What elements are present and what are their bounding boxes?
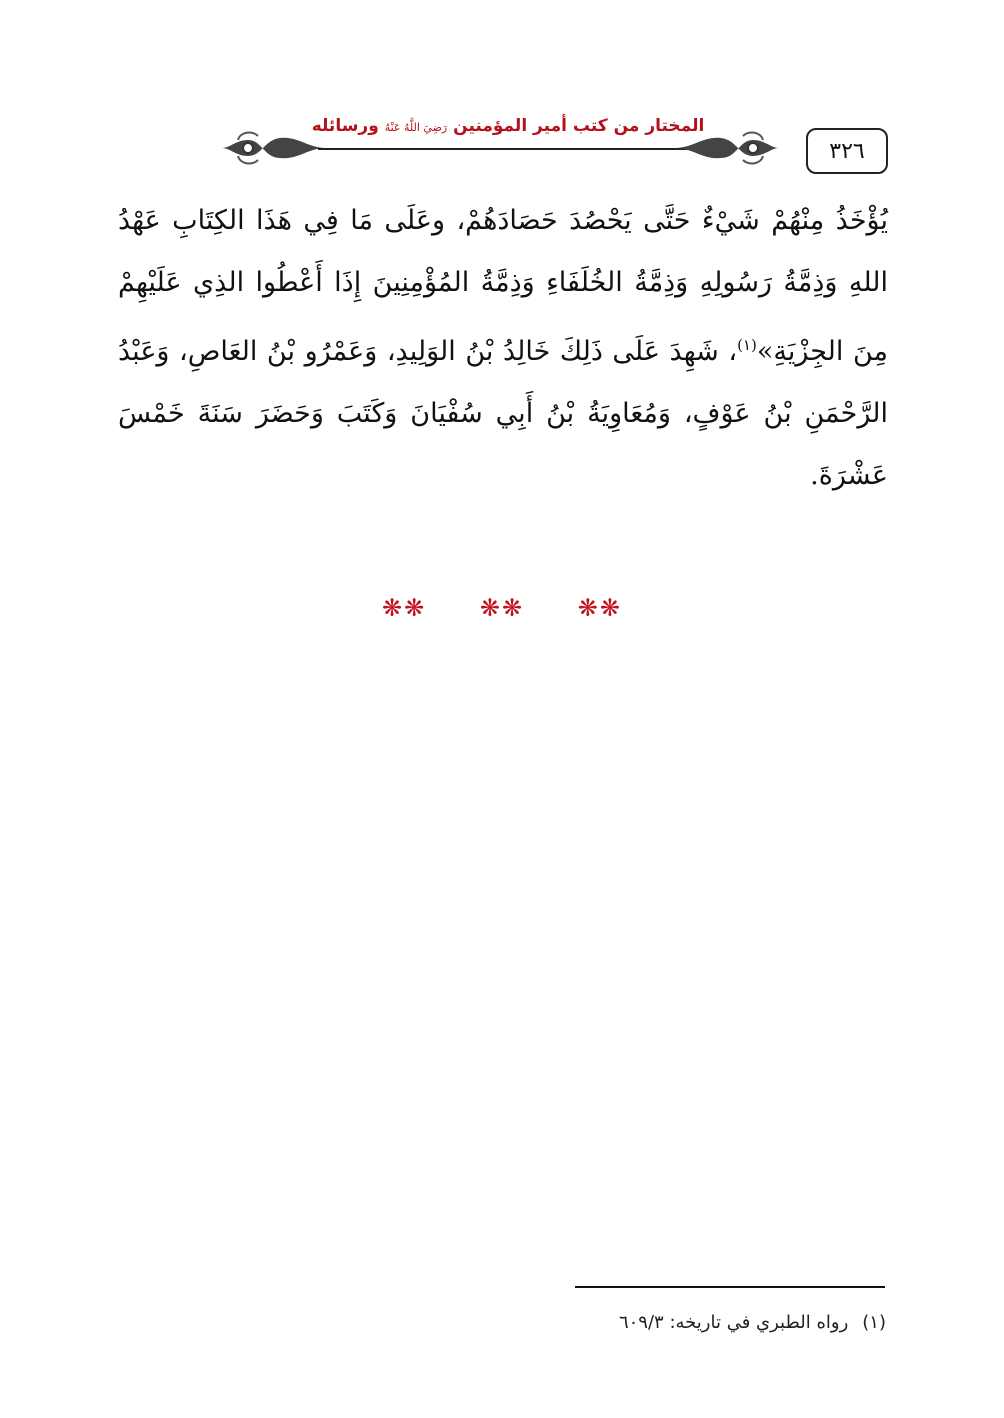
running-title — [308, 116, 708, 136]
footnote — [619, 1312, 886, 1333]
footnote-number: (١) — [862, 1312, 886, 1333]
body-text-part1: يُؤْخَذُ مِنْهُمْ شَيْءٌ حَتَّى يَحْصُدَ حَصَادَهُمْ، وعَلَى مَا فِي هَذَا الكِتَابِ عَهْدُ اللهِ وَذِمَّةُ رَسُولِهِ وَذِمَّةُ الخُلَفَاءِ وَذِمَّةُ المُؤْمِنِينَ إِذَا أَعْطُوا الذِي عَلَيْهِمْ مِنَ الجِزْيَةِ» — [118, 205, 888, 367]
body-text-part2: ، شَهِدَ عَلَى ذَلِكَ خَالِدُ بْنُ الوَلِيدِ، وَعَمْرُو بْنُ العَاصِ، وَعَبْدُ الرَّحْمَنِ بْنُ عَوْفٍ، وَمُعَاوِيَةُ بْنُ أَبِي سُفْيَانَ وَكَتَبَ وَحَضَرَ سَنَةَ خَمْسَ عَشْرَةَ. — [118, 336, 888, 491]
section-separator — [0, 594, 1004, 622]
separator-stars-2: ❋❋ — [479, 594, 525, 622]
title-honorific: رَضِيَ اللَّهُ عَنْهُ — [384, 121, 448, 134]
page-number: ٣٢٦ — [806, 128, 888, 174]
ornament-right-icon — [673, 130, 783, 166]
page-header — [208, 108, 898, 178]
separator-stars-3: ❋❋ — [577, 594, 622, 622]
footnote-rule — [575, 1286, 885, 1288]
footnote-reference: (١) — [737, 336, 757, 354]
title-main: المختار من كتب أمير المؤمنين — [453, 116, 705, 136]
footnote-text: رواه الطبري في تاريخه: ٦٠٩/٣ — [618, 1312, 849, 1333]
separator-stars-1: ❋❋ — [382, 594, 427, 622]
body-paragraph — [118, 190, 888, 507]
header-rule — [318, 148, 698, 150]
title-end: ورسائله — [311, 116, 379, 136]
